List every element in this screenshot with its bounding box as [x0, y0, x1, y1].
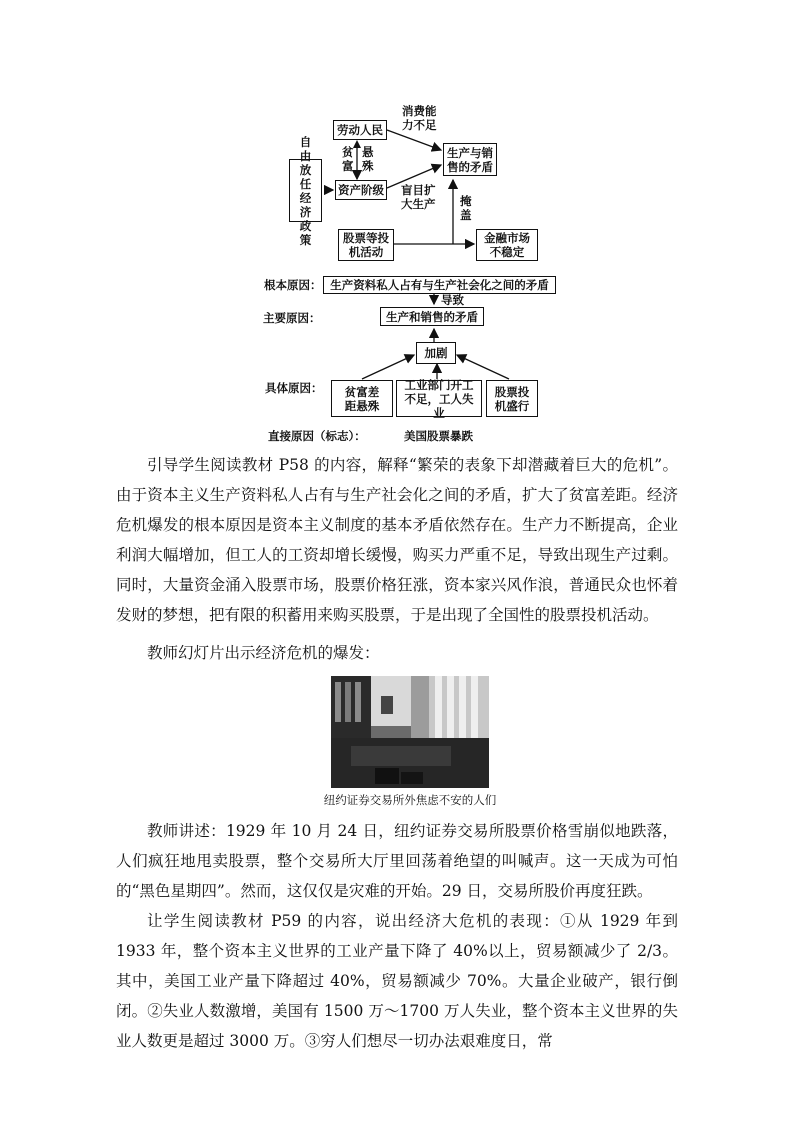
paragraph-slide-intro: 教师幻灯片出示经济危机的爆发：: [147, 644, 380, 662]
direct-cause-label: 直接原因（标志）：: [268, 429, 366, 443]
main-cause-label: 主要原因：: [263, 311, 321, 325]
stock-speculation-box: 股票等投机活动: [338, 229, 394, 261]
photo-caption: 纽约证券交易所外焦虑不安的人们: [323, 793, 497, 807]
intensify-box: 加剧: [416, 342, 456, 364]
laissez-faire-box: 自由放任经济政策: [289, 159, 322, 222]
paragraph-causes: 引导学生阅读教材 P58 的内容，解释“繁荣的表象下却潜藏着巨大的危机”。由于资本主义生产资料私人占有与生产社会化之间的矛盾，扩大了贫富差距。经济危机爆发的根本原因是资本主义制度的基本矛盾依然存在。生产力不断提高，企业利润大幅增加，但工人的工资却增长缓慢，购买力严重不足，导致出现生产过剩。同时，大量资金涌入股票市场，股票价格狂涨，资本家兴风作浪，普通民众也怀着发财的梦想，把有限的积蓄用来购买股票，于是出现了全国性的股票投机活动。: [116, 456, 678, 624]
gap-label-a: 贫富: [342, 145, 354, 173]
capitalists-box: 资产阶级: [335, 180, 387, 200]
consumption-label: 消费能力不足: [402, 104, 437, 132]
root-cause-label: 根本原因：: [264, 278, 322, 292]
specific-cause-2-box: 工业部门开工不足，工人失业: [396, 380, 482, 417]
prod-sales-box: 生产与销售的矛盾: [443, 143, 497, 176]
blind-production-label: 盲目扩大生产: [401, 183, 436, 211]
specific-cause-label: 具体原因：: [265, 381, 323, 395]
direct-cause-value: 美国股票暴跌: [404, 429, 473, 443]
cover-label: 掩盖: [460, 194, 472, 222]
specific-cause-3-box: 股票投机盛行: [486, 380, 538, 417]
lead-to-label: 导致: [441, 293, 464, 307]
stock-exchange-crowd-photo: [331, 676, 489, 788]
paragraph-crisis-manifestations: 让学生阅读教材 P59 的内容，说出经济大危机的表现：①从 1929 年到 1933 年，整个资本主义世界的工业产量下降了 40%以上，贸易额减少了 2/3。其中，美国工业产量下降超过 40%，贸易额减少 70%。大量企业破产，银行倒闭。②失业人数激增，美国有 1500 万～1700 万人失业，整个资本主义世界的失业人数更是超过 3000 万。③穷人们想尽一切办法艰难度日，常: [116, 912, 678, 1050]
main-cause-box: 生产和销售的矛盾: [380, 307, 484, 326]
paragraph-black-thursday: 教师讲述：1929 年 10 月 24 日，纽约证券交易所股票价格雪崩似地跌落，人们疯狂地甩卖股票，整个交易所大厅里回荡着绝望的叫喊声。这一天成为可怕的“黑色星期四”。然而，这仅仅是灾难的开始。29 日，交易所股价再度狂跌。: [116, 822, 678, 900]
photo-scene: [331, 676, 489, 788]
root-cause-box: 生产资料私人占有与生产社会化之间的矛盾: [323, 276, 556, 294]
specific-cause-1-box: 贫富差距悬殊: [331, 380, 393, 417]
financial-market-box: 金融市场不稳定: [476, 229, 538, 261]
gap-label-b: 悬殊: [362, 145, 374, 173]
laborers-box: 劳动人民: [333, 120, 387, 140]
